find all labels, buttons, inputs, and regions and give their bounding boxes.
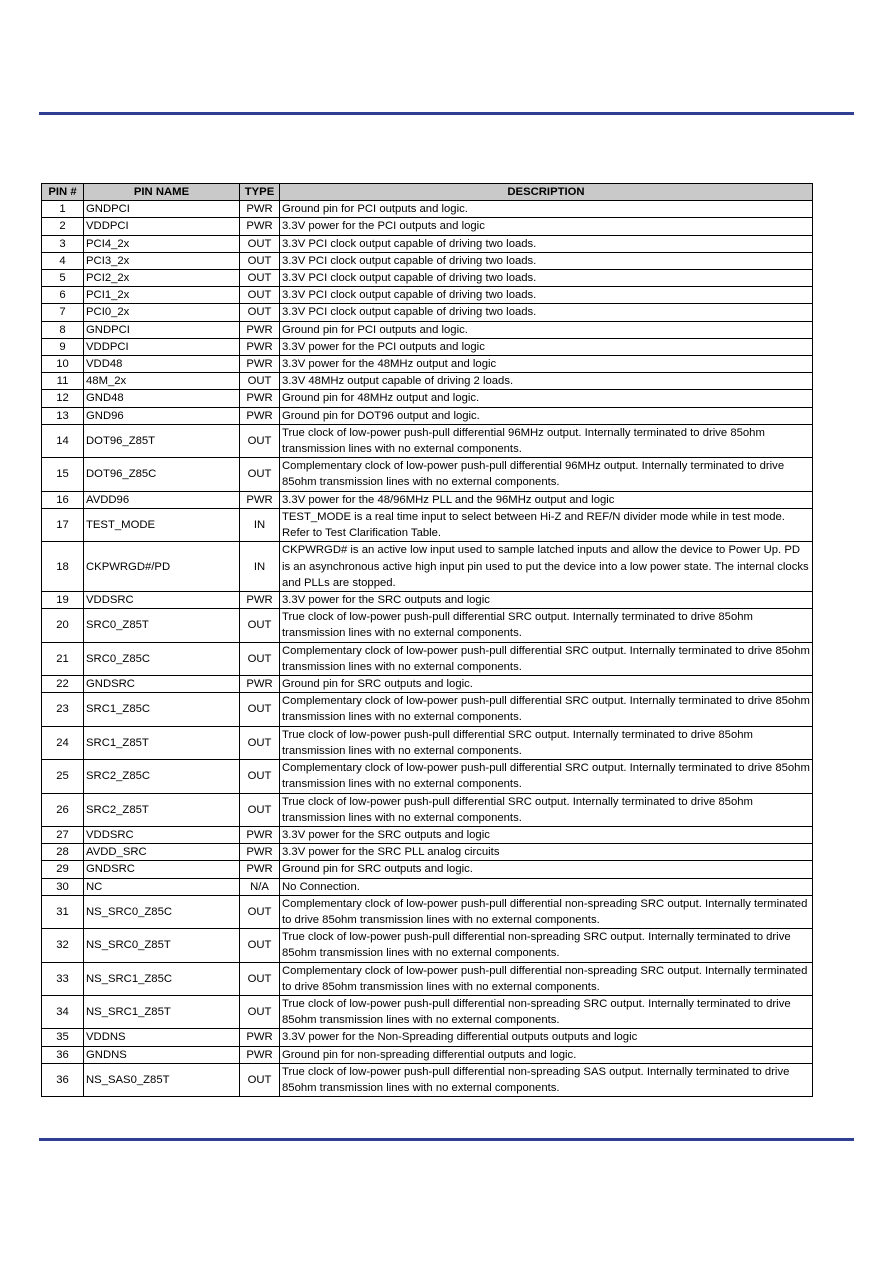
pin-name-cell: VDDSRC	[84, 592, 240, 609]
pin-description-cell: True clock of low-power push-pull differential non-spreading SAS output. Internally terminated to drive 85ohm transmission lines with no external components.	[280, 1063, 813, 1096]
pin-description-cell: Ground pin for SRC outputs and logic.	[280, 676, 813, 693]
pin-name-cell: DOT96_Z85C	[84, 458, 240, 491]
pin-type-cell: PWR	[240, 491, 280, 508]
pin-type-cell: PWR	[240, 201, 280, 218]
table-row	[42, 826, 813, 843]
table-row	[42, 693, 813, 726]
pin-name-cell: PCI2_2x	[84, 270, 240, 287]
pin-description-cell: Ground pin for 48MHz output and logic.	[280, 390, 813, 407]
table-row	[42, 542, 813, 592]
pin-description-cell: 3.3V power for the PCI outputs and logic	[280, 338, 813, 355]
pin-number-cell: 23	[42, 693, 84, 726]
pin-description-table	[41, 183, 813, 1097]
pin-type-cell: PWR	[240, 321, 280, 338]
pin-number-cell: 35	[42, 1029, 84, 1046]
pin-number-cell: 33	[42, 962, 84, 995]
header-description: DESCRIPTION	[280, 184, 813, 201]
pin-name-cell: PCI1_2x	[84, 287, 240, 304]
pin-description-cell: Ground pin for DOT96 output and logic.	[280, 407, 813, 424]
pin-type-cell: OUT	[240, 304, 280, 321]
pin-number-cell: 6	[42, 287, 84, 304]
pin-type-cell: PWR	[240, 1029, 280, 1046]
pin-name-cell: TEST_MODE	[84, 508, 240, 541]
pin-description-cell: 3.3V PCI clock output capable of driving two loads.	[280, 270, 813, 287]
pin-description-cell: Complementary clock of low-power push-pull differential 96MHz output. Internally terminated to drive 85ohm transmission lines with no external components.	[280, 458, 813, 491]
pin-type-cell: PWR	[240, 338, 280, 355]
pin-number-cell: 13	[42, 407, 84, 424]
table-row	[42, 218, 813, 235]
pin-description-cell: Complementary clock of low-power push-pull differential SRC output. Internally terminated to drive 85ohm transmission lines with no external components.	[280, 760, 813, 793]
pin-number-cell: 22	[42, 676, 84, 693]
pin-name-cell: GNDSRC	[84, 676, 240, 693]
pin-type-cell: OUT	[240, 995, 280, 1028]
pin-type-cell: OUT	[240, 424, 280, 457]
pin-name-cell: SRC0_Z85T	[84, 609, 240, 642]
pin-name-cell: GNDPCI	[84, 201, 240, 218]
table-row	[42, 508, 813, 541]
pin-number-cell: 31	[42, 895, 84, 928]
pin-type-cell: PWR	[240, 844, 280, 861]
pin-description-cell: 3.3V power for the Non-Spreading differential outputs outputs and logic	[280, 1029, 813, 1046]
pin-number-cell: 7	[42, 304, 84, 321]
table-row	[42, 373, 813, 390]
pin-description-cell: 3.3V power for the SRC outputs and logic	[280, 826, 813, 843]
table-row	[42, 458, 813, 491]
pin-description-cell: 3.3V PCI clock output capable of driving two loads.	[280, 304, 813, 321]
pin-number-cell: 29	[42, 861, 84, 878]
pin-number-cell: 36	[42, 1046, 84, 1063]
pin-name-cell: DOT96_Z85T	[84, 424, 240, 457]
pin-type-cell: OUT	[240, 726, 280, 759]
pin-description-cell: True clock of low-power push-pull differential SRC output. Internally terminated to drive 85ohm transmission lines with no external components.	[280, 609, 813, 642]
pin-name-cell: SRC0_Z85C	[84, 642, 240, 675]
table-row	[42, 1046, 813, 1063]
pin-name-cell: GNDSRC	[84, 861, 240, 878]
pin-type-cell: OUT	[240, 895, 280, 928]
pin-number-cell: 36	[42, 1063, 84, 1096]
pin-name-cell: SRC1_Z85C	[84, 693, 240, 726]
pin-description-cell: 3.3V power for the SRC outputs and logic	[280, 592, 813, 609]
table-row	[42, 793, 813, 826]
pin-number-cell: 17	[42, 508, 84, 541]
pin-name-cell: VDDSRC	[84, 826, 240, 843]
pin-type-cell: PWR	[240, 407, 280, 424]
pin-number-cell: 19	[42, 592, 84, 609]
pin-description-cell: True clock of low-power push-pull differential SRC output. Internally terminated to drive 85ohm transmission lines with no external components.	[280, 726, 813, 759]
table-row	[42, 844, 813, 861]
table-row	[42, 390, 813, 407]
pin-type-cell: PWR	[240, 390, 280, 407]
pin-type-cell: OUT	[240, 642, 280, 675]
footer-rule	[39, 1138, 854, 1141]
pin-type-cell: IN	[240, 508, 280, 541]
table-row	[42, 201, 813, 218]
pin-number-cell: 25	[42, 760, 84, 793]
table-row	[42, 287, 813, 304]
pin-description-cell: CKPWRGD# is an active low input used to sample latched inputs and allow the device to Power Up. PD is an asynchronous active high input pin used to put the device into a low power state. The internal clocks and PLLs are stopped.	[280, 542, 813, 592]
pin-number-cell: 1	[42, 201, 84, 218]
pin-name-cell: SRC2_Z85T	[84, 793, 240, 826]
pin-name-cell: GNDPCI	[84, 321, 240, 338]
table-row	[42, 1029, 813, 1046]
pin-number-cell: 24	[42, 726, 84, 759]
table-row	[42, 929, 813, 962]
pin-name-cell: GND48	[84, 390, 240, 407]
pin-name-cell: NS_SAS0_Z85T	[84, 1063, 240, 1096]
pin-name-cell: PCI0_2x	[84, 304, 240, 321]
pin-name-cell: SRC2_Z85C	[84, 760, 240, 793]
pin-number-cell: 3	[42, 235, 84, 252]
pin-description-cell: TEST_MODE is a real time input to select between Hi-Z and REF/N divider mode while in test mode. Refer to Test Clarification Table.	[280, 508, 813, 541]
pin-number-cell: 14	[42, 424, 84, 457]
pin-type-cell: PWR	[240, 861, 280, 878]
table-row	[42, 424, 813, 457]
pin-type-cell: OUT	[240, 760, 280, 793]
table-row	[42, 726, 813, 759]
table-row	[42, 252, 813, 269]
pin-number-cell: 34	[42, 995, 84, 1028]
pin-type-cell: OUT	[240, 793, 280, 826]
pin-description-cell: True clock of low-power push-pull differential SRC output. Internally terminated to drive 85ohm transmission lines with no external components.	[280, 793, 813, 826]
pin-description-cell: 3.3V PCI clock output capable of driving two loads.	[280, 252, 813, 269]
pin-description-cell: True clock of low-power push-pull differential non-spreading SRC output. Internally terminated to drive 85ohm transmission lines with no external components.	[280, 929, 813, 962]
pin-description-cell: 3.3V 48MHz output capable of driving 2 loads.	[280, 373, 813, 390]
pin-description-cell: 3.3V power for the PCI outputs and logic	[280, 218, 813, 235]
table-row	[42, 760, 813, 793]
table-row	[42, 676, 813, 693]
pin-name-cell: NS_SRC1_Z85C	[84, 962, 240, 995]
table-row	[42, 321, 813, 338]
pin-number-cell: 15	[42, 458, 84, 491]
pin-type-cell: PWR	[240, 676, 280, 693]
header-type: TYPE	[240, 184, 280, 201]
pin-type-cell: PWR	[240, 826, 280, 843]
pin-description-cell: 3.3V power for the SRC PLL analog circuits	[280, 844, 813, 861]
pin-description-cell: True clock of low-power push-pull differential 96MHz output. Internally terminated to drive 85ohm transmission lines with no external components.	[280, 424, 813, 457]
pin-type-cell: OUT	[240, 1063, 280, 1096]
pin-number-cell: 21	[42, 642, 84, 675]
pin-type-cell: OUT	[240, 235, 280, 252]
pin-number-cell: 18	[42, 542, 84, 592]
pin-number-cell: 16	[42, 491, 84, 508]
pin-type-cell: PWR	[240, 218, 280, 235]
pin-description-cell: Ground pin for non-spreading differential outputs and logic.	[280, 1046, 813, 1063]
pin-type-cell: PWR	[240, 592, 280, 609]
pin-name-cell: VDDPCI	[84, 218, 240, 235]
table-row	[42, 642, 813, 675]
table-row	[42, 895, 813, 928]
pin-number-cell: 27	[42, 826, 84, 843]
pin-type-cell: OUT	[240, 962, 280, 995]
pin-description-cell: Ground pin for SRC outputs and logic.	[280, 861, 813, 878]
pin-number-cell: 12	[42, 390, 84, 407]
pin-number-cell: 32	[42, 929, 84, 962]
table-row	[42, 609, 813, 642]
pin-description-cell: 3.3V power for the 48/96MHz PLL and the 96MHz output and logic	[280, 491, 813, 508]
table-row	[42, 407, 813, 424]
table-row	[42, 235, 813, 252]
pin-name-cell: VDD48	[84, 356, 240, 373]
pin-name-cell: PCI4_2x	[84, 235, 240, 252]
table-row	[42, 491, 813, 508]
table-header-row	[42, 184, 813, 201]
pin-description-cell: Complementary clock of low-power push-pull differential non-spreading SRC output. Internally terminated to drive 85ohm transmission lines with no external components.	[280, 962, 813, 995]
pin-type-cell: PWR	[240, 356, 280, 373]
pin-type-cell: PWR	[240, 1046, 280, 1063]
pin-name-cell: AVDD96	[84, 491, 240, 508]
pin-description-cell: Complementary clock of low-power push-pull differential SRC output. Internally terminated to drive 85ohm transmission lines with no external components.	[280, 693, 813, 726]
pin-description-cell: 3.3V PCI clock output capable of driving two loads.	[280, 287, 813, 304]
pin-name-cell: CKPWRGD#/PD	[84, 542, 240, 592]
pin-number-cell: 9	[42, 338, 84, 355]
pin-description-cell: Complementary clock of low-power push-pull differential non-spreading SRC output. Internally terminated to drive 85ohm transmission lines with no external components.	[280, 895, 813, 928]
pin-description-cell: True clock of low-power push-pull differential non-spreading SRC output. Internally terminated to drive 85ohm transmission lines with no external components.	[280, 995, 813, 1028]
table-row	[42, 356, 813, 373]
pin-type-cell: OUT	[240, 609, 280, 642]
pin-number-cell: 11	[42, 373, 84, 390]
pin-description-cell: Complementary clock of low-power push-pull differential SRC output. Internally terminated to drive 85ohm transmission lines with no external components.	[280, 642, 813, 675]
pin-type-cell: OUT	[240, 270, 280, 287]
table-row	[42, 304, 813, 321]
pin-number-cell: 5	[42, 270, 84, 287]
table-row	[42, 338, 813, 355]
pin-number-cell: 28	[42, 844, 84, 861]
pin-number-cell: 20	[42, 609, 84, 642]
pin-description-cell: No Connection.	[280, 878, 813, 895]
pin-type-cell: OUT	[240, 252, 280, 269]
pin-number-cell: 2	[42, 218, 84, 235]
pin-type-cell: OUT	[240, 929, 280, 962]
pin-description-cell: Ground pin for PCI outputs and logic.	[280, 201, 813, 218]
pin-number-cell: 26	[42, 793, 84, 826]
pin-name-cell: SRC1_Z85T	[84, 726, 240, 759]
pin-number-cell: 30	[42, 878, 84, 895]
header-pin-number: PIN #	[42, 184, 84, 201]
table-row	[42, 995, 813, 1028]
pin-name-cell: NC	[84, 878, 240, 895]
pin-type-cell: OUT	[240, 693, 280, 726]
pin-type-cell: OUT	[240, 373, 280, 390]
table-row	[42, 270, 813, 287]
pin-name-cell: AVDD_SRC	[84, 844, 240, 861]
pin-description-cell: Ground pin for PCI outputs and logic.	[280, 321, 813, 338]
pin-number-cell: 4	[42, 252, 84, 269]
pin-name-cell: NS_SRC0_Z85T	[84, 929, 240, 962]
table-row	[42, 962, 813, 995]
pin-name-cell: GNDNS	[84, 1046, 240, 1063]
pin-type-cell: IN	[240, 542, 280, 592]
pin-description-cell: 3.3V PCI clock output capable of driving two loads.	[280, 235, 813, 252]
table-row	[42, 878, 813, 895]
header-pin-name: PIN NAME	[84, 184, 240, 201]
pin-name-cell: NS_SRC0_Z85C	[84, 895, 240, 928]
pin-name-cell: VDDNS	[84, 1029, 240, 1046]
pin-name-cell: VDDPCI	[84, 338, 240, 355]
header-rule	[39, 112, 854, 115]
pin-description-cell: 3.3V power for the 48MHz output and logic	[280, 356, 813, 373]
pin-type-cell: OUT	[240, 458, 280, 491]
pin-type-cell: OUT	[240, 287, 280, 304]
pin-name-cell: PCI3_2x	[84, 252, 240, 269]
pin-name-cell: GND96	[84, 407, 240, 424]
table-row	[42, 592, 813, 609]
pin-rows	[42, 201, 813, 1097]
pin-name-cell: 48M_2x	[84, 373, 240, 390]
pin-type-cell: N/A	[240, 878, 280, 895]
pin-number-cell: 8	[42, 321, 84, 338]
table-row	[42, 861, 813, 878]
pin-number-cell: 10	[42, 356, 84, 373]
table-row	[42, 1063, 813, 1096]
pin-name-cell: NS_SRC1_Z85T	[84, 995, 240, 1028]
